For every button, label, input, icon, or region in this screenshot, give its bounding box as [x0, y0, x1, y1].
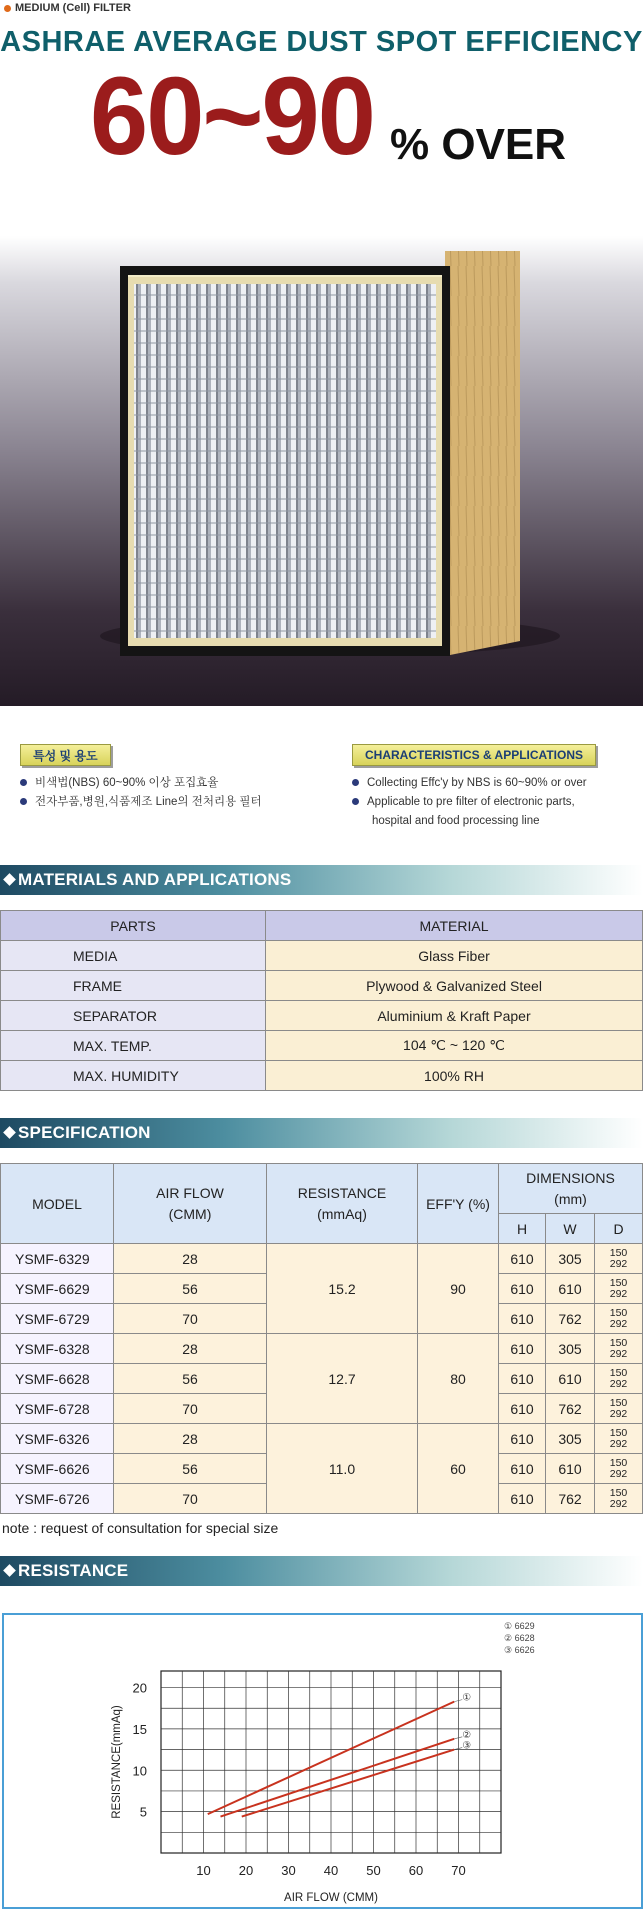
- table-header-row: [1, 1164, 643, 1214]
- height-cell: 610: [499, 1274, 546, 1304]
- resistance-cell: 11.0: [267, 1424, 418, 1514]
- product-photo: [0, 236, 643, 706]
- table-header-row: [1, 911, 643, 941]
- efficiency-cell: 90: [418, 1244, 499, 1334]
- airflow-cell: 70: [114, 1484, 267, 1514]
- characteristics-en-list: [352, 774, 587, 831]
- table-row: [1, 1424, 643, 1454]
- efficiency-cell: 60: [418, 1424, 499, 1514]
- part-cell: MAX. HUMIDITY: [1, 1061, 266, 1091]
- height-cell: 610: [499, 1334, 546, 1364]
- x-tick-label: 60: [408, 1863, 424, 1878]
- section-title: SPECIFICATION: [18, 1123, 151, 1142]
- x-tick-label: 40: [323, 1863, 339, 1878]
- width-cell: 762: [546, 1394, 595, 1424]
- column-header: D: [595, 1214, 643, 1244]
- x-tick-label: 10: [196, 1863, 211, 1878]
- material-cell: Plywood & Galvanized Steel: [266, 971, 643, 1001]
- column-header: PARTS: [1, 911, 266, 941]
- x-tick-label: 50: [366, 1863, 381, 1878]
- bullet-icon: [4, 5, 11, 12]
- efficiency-cell: 80: [418, 1334, 499, 1424]
- x-tick-label: 30: [281, 1863, 296, 1878]
- airflow-cell: 28: [114, 1244, 267, 1274]
- column-header: H: [499, 1214, 546, 1244]
- list-item: hospital and food processing line: [372, 815, 540, 827]
- depth-cell: 150 292: [595, 1274, 643, 1304]
- list-item: Applicable to pre filter of electronic parts,: [352, 793, 587, 812]
- depth-cell: 150 292: [595, 1334, 643, 1364]
- characteristics-en-title: CHARACTERISTICS & APPLICATIONS: [352, 744, 596, 766]
- depth-cell: 150 292: [595, 1244, 643, 1274]
- width-cell: 762: [546, 1304, 595, 1334]
- model-cell: YSMF-6326: [1, 1424, 114, 1454]
- diamond-icon: [3, 1126, 16, 1139]
- material-cell: 100% RH: [266, 1061, 643, 1091]
- width-cell: 762: [546, 1484, 595, 1514]
- model-cell: YSMF-6328: [1, 1334, 114, 1364]
- y-tick-label: 20: [132, 1680, 147, 1696]
- table-row: [1, 971, 643, 1001]
- part-cell: MEDIA: [1, 941, 266, 971]
- part-cell: FRAME: [1, 971, 266, 1001]
- height-cell: 610: [499, 1424, 546, 1454]
- legend-entry: ③ 6626: [504, 1645, 535, 1655]
- width-cell: 305: [546, 1244, 595, 1274]
- materials-section-header: [0, 865, 643, 895]
- width-cell: 610: [546, 1454, 595, 1484]
- model-cell: YSMF-6728: [1, 1394, 114, 1424]
- filter-illustration: [0, 236, 643, 706]
- model-cell: YSMF-6626: [1, 1454, 114, 1484]
- category-label: [4, 2, 131, 14]
- series-marker-label: ①: [462, 1692, 472, 1704]
- depth-cell: 150 292: [595, 1304, 643, 1334]
- table-row: [1, 1334, 643, 1364]
- resistance-cell: 12.7: [267, 1334, 418, 1424]
- material-cell: 104 ℃ ~ 120 ℃: [266, 1031, 643, 1061]
- material-cell: Aluminium & Kraft Paper: [266, 1001, 643, 1031]
- diamond-icon: [3, 873, 16, 886]
- airflow-cell: 56: [114, 1454, 267, 1484]
- depth-cell: 150 292: [595, 1454, 643, 1484]
- part-cell: MAX. TEMP.: [1, 1031, 266, 1061]
- width-cell: 305: [546, 1334, 595, 1364]
- column-header: MODEL: [1, 1164, 114, 1244]
- bullet-icon: [352, 798, 359, 805]
- airflow-cell: 56: [114, 1274, 267, 1304]
- model-cell: YSMF-6329: [1, 1244, 114, 1274]
- airflow-cell: 70: [114, 1304, 267, 1334]
- table-row: [1, 1061, 643, 1091]
- airflow-cell: 56: [114, 1364, 267, 1394]
- efficiency-suffix: % OVER: [390, 120, 567, 169]
- height-cell: 610: [499, 1244, 546, 1274]
- x-tick-label: 20: [238, 1863, 254, 1878]
- column-header: EFF'Y (%): [418, 1164, 499, 1244]
- resistance-chart: [4, 1615, 641, 1907]
- bullet-icon: [352, 779, 359, 786]
- diamond-icon: [3, 1564, 16, 1577]
- table-row: [1, 1244, 643, 1274]
- spec-note: note : request of consultation for special size: [2, 1520, 279, 1536]
- table-row: [1, 1031, 643, 1061]
- y-tick-label: 15: [132, 1721, 147, 1737]
- column-header: DIMENSIONS (mm): [499, 1164, 643, 1214]
- model-cell: YSMF-6629: [1, 1274, 114, 1304]
- category-text: MEDIUM (Cell) FILTER: [15, 2, 131, 14]
- model-cell: YSMF-6726: [1, 1484, 114, 1514]
- airflow-cell: 28: [114, 1424, 267, 1454]
- depth-cell: 150 292: [595, 1484, 643, 1514]
- width-cell: 305: [546, 1424, 595, 1454]
- depth-cell: 150 292: [595, 1424, 643, 1454]
- height-cell: 610: [499, 1364, 546, 1394]
- material-cell: Glass Fiber: [266, 941, 643, 971]
- list-item: Collecting Effc'y by NBS is 60~90% or over: [352, 774, 587, 793]
- series-marker-label: ③: [462, 1740, 472, 1752]
- list-item: 비색법(NBS) 60~90% 이상 포집효율: [20, 774, 262, 793]
- depth-cell: 150 292: [595, 1394, 643, 1424]
- section-title: RESISTANCE: [18, 1561, 129, 1580]
- column-header: MATERIAL: [266, 911, 643, 941]
- height-cell: 610: [499, 1454, 546, 1484]
- resistance-section-header: [0, 1556, 643, 1586]
- y-axis-label: RESISTANCE(mmAq): [111, 1705, 123, 1819]
- characteristics-ko-title: 특성 및 용도: [20, 744, 111, 766]
- section-title: MATERIALS AND APPLICATIONS: [18, 870, 292, 889]
- specification-table: [0, 1163, 643, 1514]
- column-header: RESISTANCE (mmAq): [267, 1164, 418, 1244]
- efficiency-range: 60~90: [90, 55, 375, 178]
- legend-entry: ② 6628: [504, 1633, 535, 1643]
- specification-section-header: [0, 1118, 643, 1148]
- y-tick-label: 10: [132, 1763, 147, 1779]
- width-cell: 610: [546, 1274, 595, 1304]
- model-cell: YSMF-6628: [1, 1364, 114, 1394]
- airflow-cell: 28: [114, 1334, 267, 1364]
- bullet-icon: [20, 798, 27, 805]
- height-cell: 610: [499, 1484, 546, 1514]
- model-cell: YSMF-6729: [1, 1304, 114, 1334]
- y-tick-label: 5: [139, 1804, 147, 1820]
- depth-cell: 150 292: [595, 1364, 643, 1394]
- series-marker-label: ②: [462, 1729, 472, 1741]
- resistance-chart-box: [2, 1613, 643, 1909]
- characteristics-ko-list: [20, 774, 262, 812]
- x-tick-label: 70: [451, 1863, 466, 1878]
- column-header: AIR FLOW (CMM): [114, 1164, 267, 1244]
- height-cell: 610: [499, 1394, 546, 1424]
- legend-entry: ① 6629: [504, 1621, 535, 1631]
- part-cell: SEPARATOR: [1, 1001, 266, 1031]
- table-row: [1, 941, 643, 971]
- width-cell: 610: [546, 1364, 595, 1394]
- resistance-cell: 15.2: [267, 1244, 418, 1334]
- column-header: W: [546, 1214, 595, 1244]
- airflow-cell: 70: [114, 1394, 267, 1424]
- page-title: ASHRAE AVERAGE DUST SPOT EFFICIENCY: [0, 26, 643, 58]
- bullet-icon: [20, 779, 27, 786]
- table-row: [1, 1001, 643, 1031]
- height-cell: 610: [499, 1304, 546, 1334]
- materials-table: [0, 910, 643, 1091]
- x-axis-label: AIR FLOW (CMM): [284, 1892, 378, 1904]
- chart-grid: [161, 1671, 501, 1853]
- list-item: 전자부품,병원,식품제조 Line의 전처리용 필터: [20, 793, 262, 812]
